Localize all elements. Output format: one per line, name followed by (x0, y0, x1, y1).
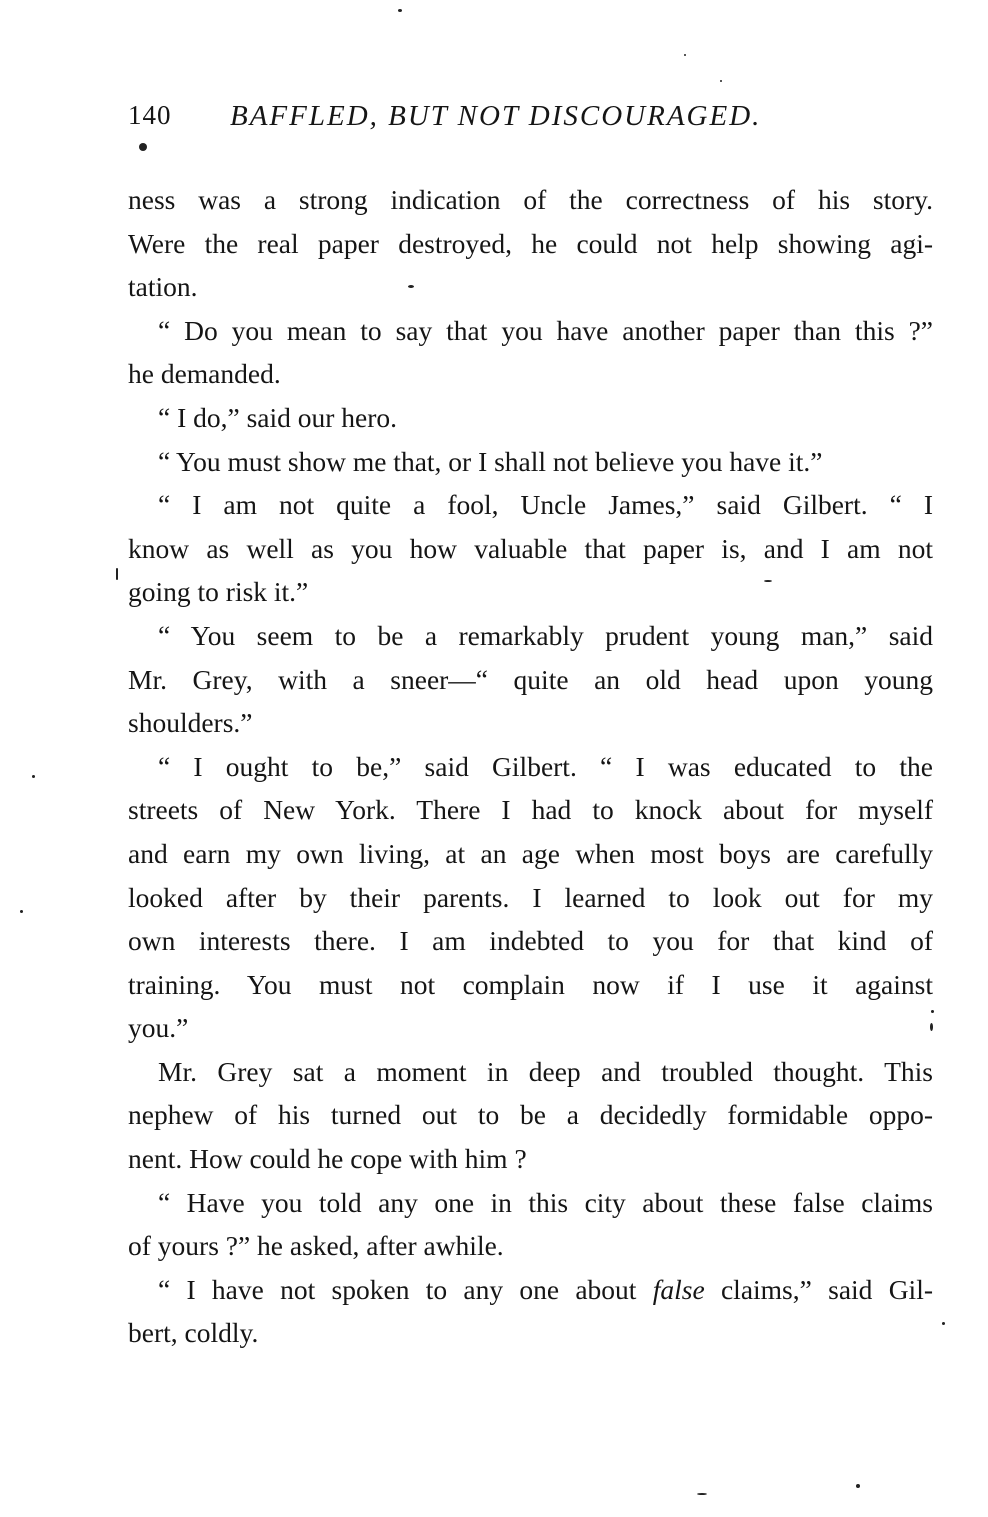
text-line: “ I have not spoken to any one about false claims,” said Gil- (158, 1273, 933, 1305)
scan-speck (930, 1023, 933, 1031)
text-line: “ Do you mean to say that you have another paper than this ?” (158, 314, 933, 346)
text-line: looked after by their parents. I learned to look out for my (128, 881, 933, 913)
text-line: nephew of his turned out to be a decidedly formidable oppo- (128, 1099, 933, 1131)
text-line: of yours ?” he asked, after awhile. (128, 1230, 504, 1262)
scan-speck (720, 80, 722, 82)
text-line: bert, coldly. (128, 1317, 259, 1349)
text-line: own interests there. I am indebted to you for that kind of (128, 925, 933, 957)
scan-speck (139, 143, 147, 151)
page-header (128, 100, 888, 150)
running-title: BAFFLED, BUT NOT DISCOURAGED. (230, 100, 762, 132)
text-line: “ I am not quite a fool, Uncle James,” said Gilbert. “ I (158, 489, 933, 521)
scan-speck (697, 1493, 707, 1495)
scan-speck (408, 285, 414, 288)
scan-speck (684, 54, 686, 56)
text-line: “ You seem to be a remarkably prudent young man,” said (158, 619, 933, 651)
scan-speck (398, 9, 402, 12)
text-line: tation. (128, 271, 198, 303)
scan-speck (931, 1010, 934, 1013)
text-line: Mr. Grey sat a moment in deep and troubled thought. This (158, 1055, 933, 1087)
scan-speck (116, 568, 118, 580)
scan-speck (20, 910, 23, 913)
text-line: you.” (128, 1012, 189, 1044)
text-line: nent. How could he cope with him ? (128, 1143, 527, 1175)
text-line: going to risk it.” (128, 576, 309, 608)
page-number: 140 (128, 100, 172, 130)
text-line: and earn my own living, at an age when most boys are carefully (128, 837, 933, 869)
text-line: “ Have you told any one in this city about these false claims (158, 1186, 933, 1218)
body-text (128, 178, 933, 1355)
text-line: Were the real paper destroyed, he could not help showing agi- (128, 227, 933, 259)
text-line: “ You must show me that, or I shall not believe you have it.” (158, 445, 823, 477)
emphasis-text: false (652, 1273, 705, 1305)
text-line: Mr. Grey, with a sneer—“ quite an old head upon young (128, 663, 933, 695)
scan-speck (942, 1322, 945, 1325)
text-line: know as well as you how valuable that paper is, and I am not (128, 532, 933, 564)
text-line: he demanded. (128, 358, 281, 390)
text-line: streets of New York. There I had to knock about for myself (128, 794, 933, 826)
text-line: ness was a strong indication of the correctness of his story. (128, 184, 933, 215)
text-line: “ I do,” said our hero. (158, 401, 398, 433)
scan-speck (32, 775, 35, 778)
scan-speck (856, 1484, 860, 1488)
scan-speck (764, 580, 772, 582)
text-line: “ I ought to be,” said Gilbert. “ I was educated to the (158, 750, 933, 782)
text-line: shoulders.” (128, 707, 253, 739)
text-line: training. You must not complain now if I use it against (128, 968, 933, 1000)
